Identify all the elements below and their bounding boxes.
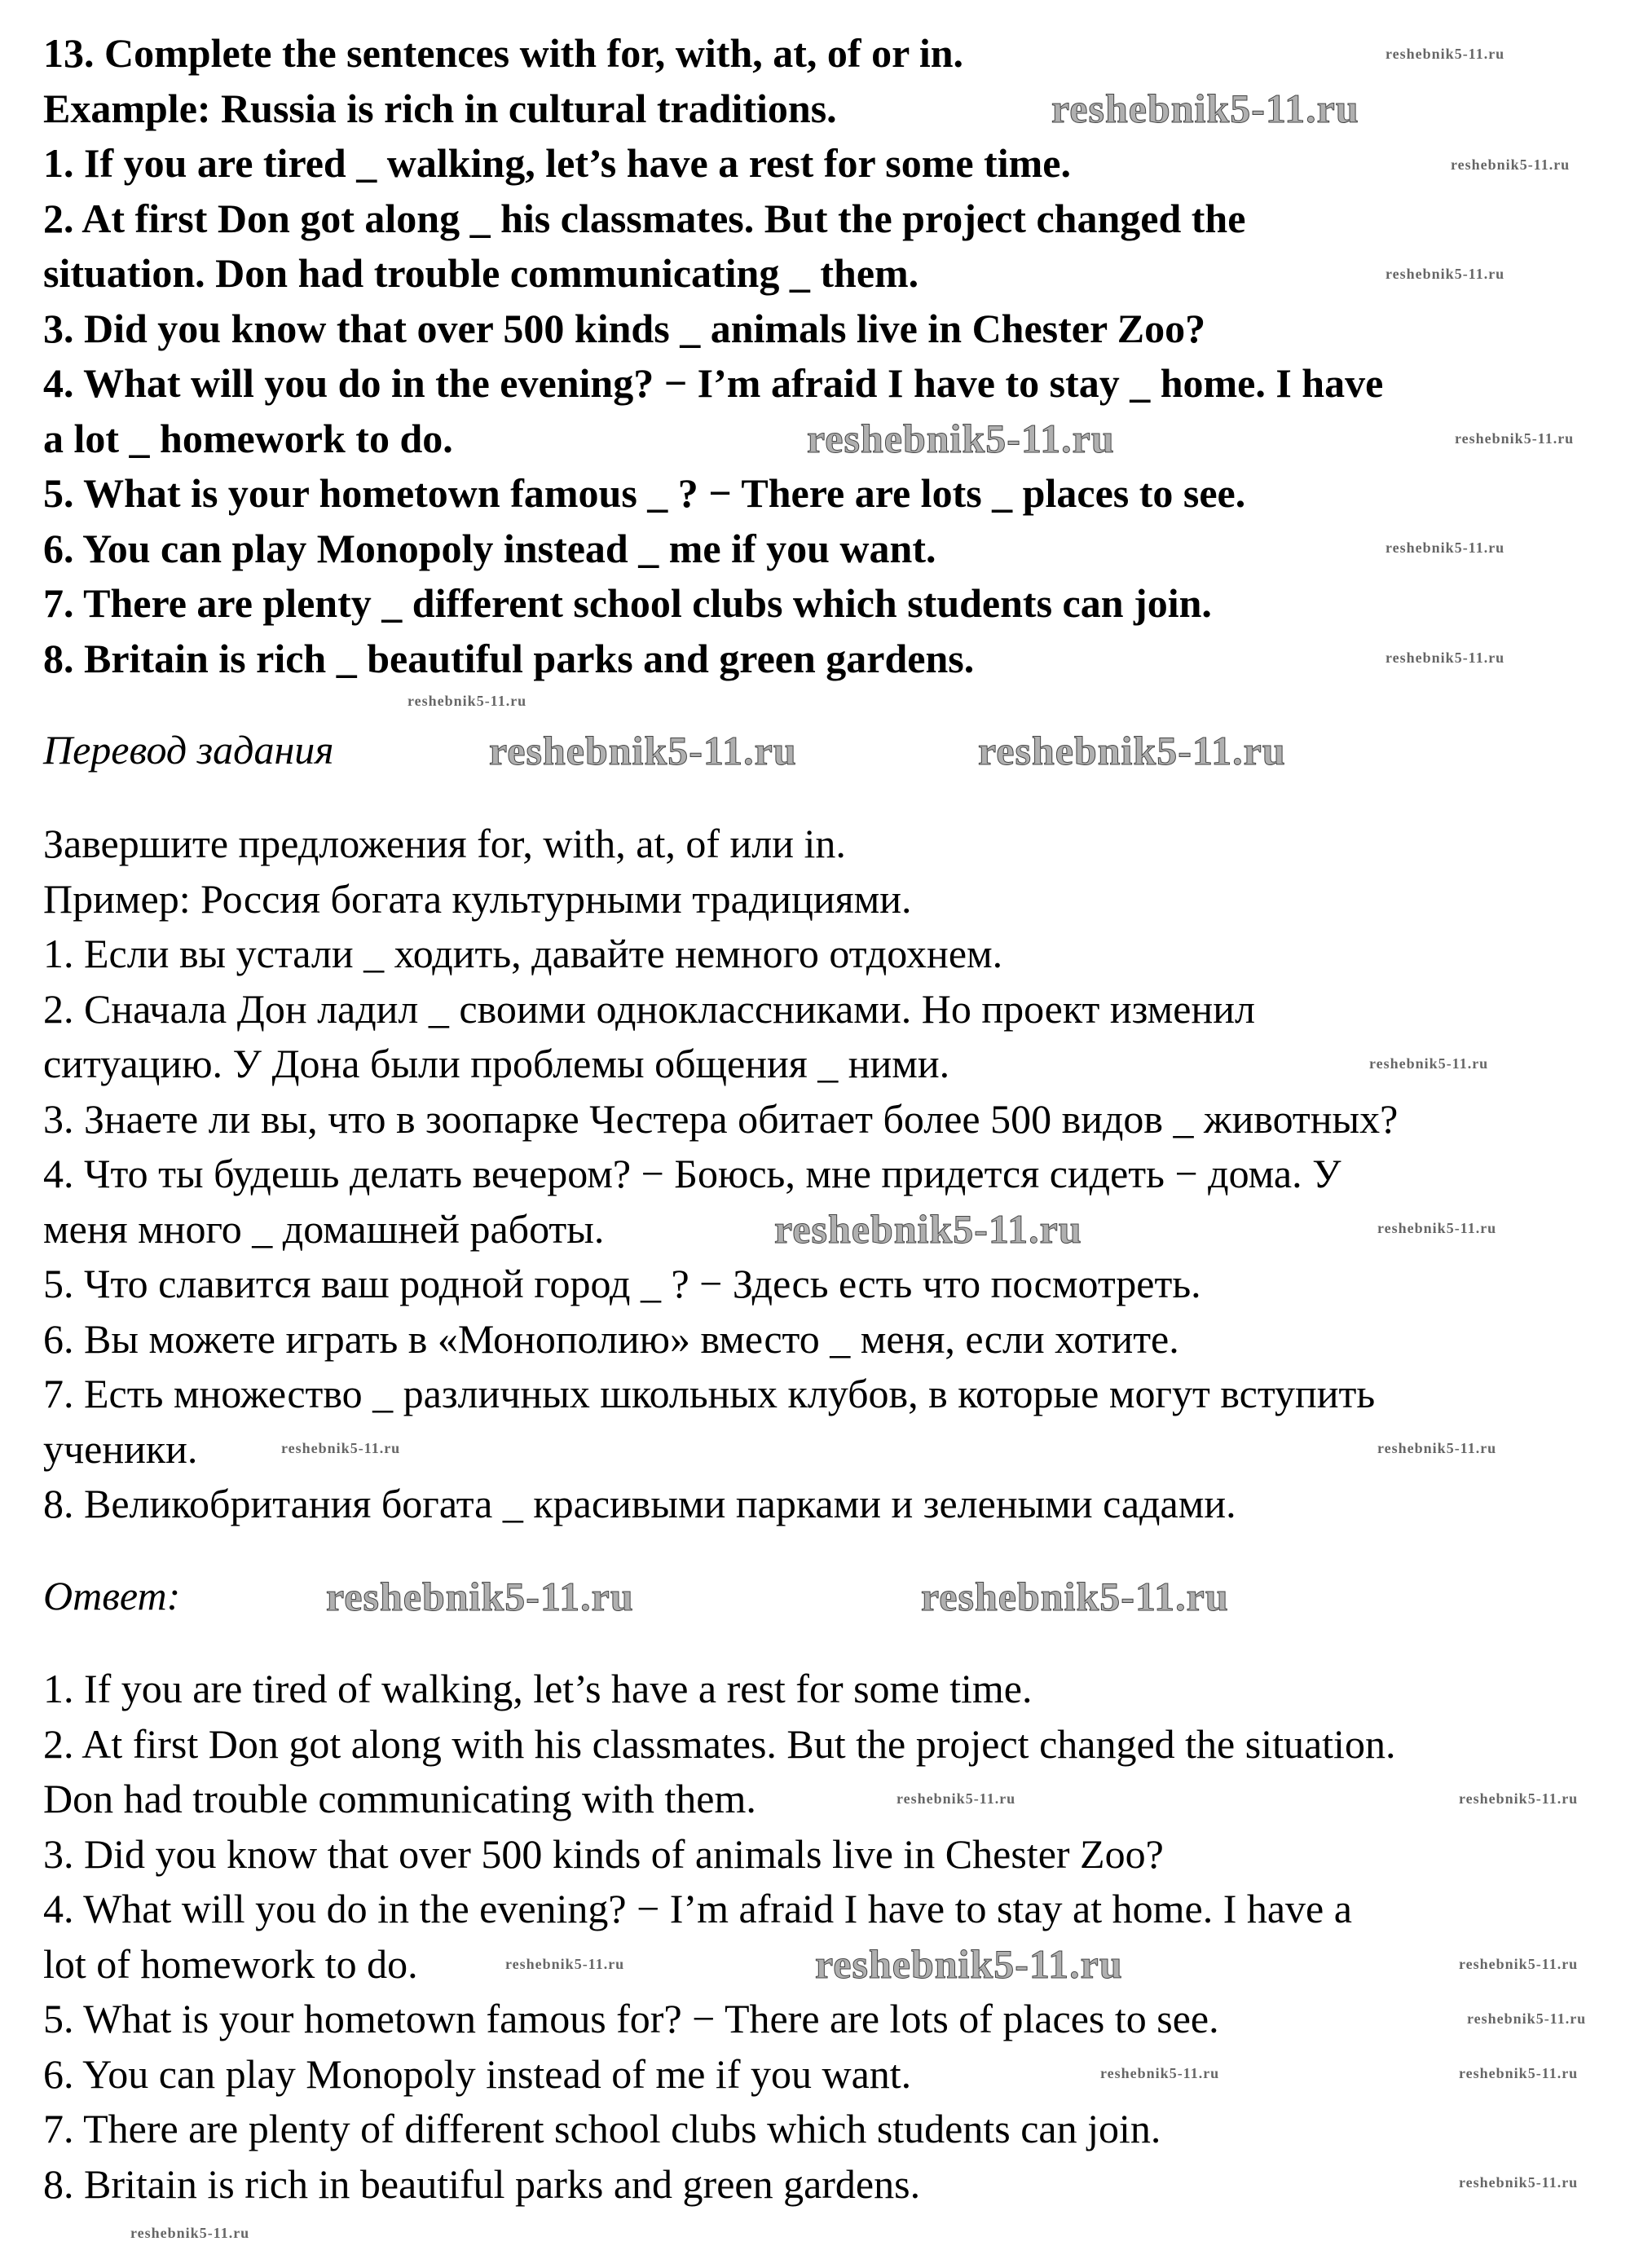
translation-line: ситуацию. У Дона были проблемы общения _ ними. xyxy=(43,1041,950,1086)
watermark: reshebnik5-11.ru xyxy=(1385,266,1505,282)
translation-line: 7. Есть множество _ различных школьных клубов, в которые могут вступить xyxy=(43,1371,1376,1416)
task-line: 4. What will you do in the evening? − I’m afraid I have to stay _ home. I have xyxy=(43,360,1384,406)
watermark: reshebnik5-11.ru xyxy=(1459,1790,1579,1807)
watermark: reshebnik5-11.ru xyxy=(281,1440,401,1456)
watermark: reshebnik5-11.ru xyxy=(1385,539,1505,556)
watermark: reshebnik5-11.ru xyxy=(921,1574,1229,1619)
watermark: reshebnik5-11.ru xyxy=(1385,650,1505,666)
translation-line: 2. Сначала Дон ладил _ своими одноклассниками. Но проект изменил xyxy=(43,985,1255,1032)
translation-line: 5. Что славится ваш родной город _ ? − Здесь есть что посмотреть. xyxy=(43,1261,1201,1306)
translation-line: 3. Знаете ли вы, что в зоопарке Честера обитает более 500 видов _ животных? xyxy=(43,1095,1399,1142)
task-line: 2. At first Don got along _ his classmates. But the project changed the xyxy=(43,195,1246,241)
answer-line: 3. Did you know that over 500 kinds of animals live in Chester Zoo? xyxy=(43,1830,1164,1877)
watermark: reshebnik5-11.ru xyxy=(489,728,797,773)
answer-line: 1. If you are tired of walking, let’s have a rest for some time. xyxy=(43,1666,1033,1711)
answer-line: lot of homework to do. xyxy=(43,1940,418,1987)
watermark: reshebnik5-11.ru xyxy=(1459,1956,1579,1972)
task-line: 8. Britain is rich _ beautiful parks and green gardens. xyxy=(43,635,975,681)
answer-heading: Ответ: xyxy=(43,1573,181,1618)
watermark: reshebnik5-11.ru xyxy=(774,1206,1082,1252)
watermark: reshebnik5-11.ru xyxy=(807,416,1115,461)
watermark: reshebnik5-11.ru xyxy=(1467,2010,1587,2027)
answer-line: Don had trouble communicating with them. xyxy=(43,1776,756,1821)
watermark: reshebnik5-11.ru xyxy=(896,1790,1016,1807)
task-line: 5. What is your hometown famous _ ? − There are lots _ places to see. xyxy=(43,470,1246,516)
translation-heading: Перевод задания xyxy=(43,727,334,773)
task-line: situation. Don had trouble communicating _ them. xyxy=(43,250,919,296)
watermark: reshebnik5-11.ru xyxy=(815,1941,1123,1987)
answer-line: 4. What will you do in the evening? − I’m afraid I have to stay at home. I have a xyxy=(43,1886,1352,1931)
translation-line: 4. Что ты будешь делать вечером? − Боюсь, мне придется сидеть − дома. У xyxy=(43,1151,1341,1196)
answer-line: 8. Britain is rich in beautiful parks and green gardens. xyxy=(43,2160,921,2207)
watermark: reshebnik5-11.ru xyxy=(978,728,1286,773)
translation-line: меня много _ домашней работы. xyxy=(43,1205,605,1252)
answer-section xyxy=(43,1662,1395,2212)
task-line: 3. Did you know that over 500 kinds _ animals live in Chester Zoo? xyxy=(43,305,1206,351)
translation-line: Завершите предложения for, with, at, of или in. xyxy=(43,821,846,866)
task-example: Example: Russia is rich in cultural traditions. xyxy=(43,85,837,131)
translation-line: ученики. xyxy=(43,1425,198,1472)
watermark: reshebnik5-11.ru xyxy=(1385,46,1505,62)
watermark: reshebnik5-11.ru xyxy=(1377,1440,1497,1456)
task-line: a lot _ homework to do. xyxy=(43,415,453,461)
watermark: reshebnik5-11.ru xyxy=(407,693,527,709)
watermark: reshebnik5-11.ru xyxy=(1100,2065,1220,2081)
watermark: reshebnik5-11.ru xyxy=(1459,2065,1579,2081)
translation-line: 6. Вы можете играть в «Монополию» вместо _ меня, если хотите. xyxy=(43,1315,1179,1362)
translation-line: 1. Если вы устали _ ходить, давайте немного отдохнем. xyxy=(43,931,1003,976)
answer-line: 6. You can play Monopoly instead of me if you want. xyxy=(43,2050,912,2097)
watermark: reshebnik5-11.ru xyxy=(1451,156,1571,173)
task-line: 1. If you are tired _ walking, let’s have a rest for some time. xyxy=(43,140,1071,186)
watermark: reshebnik5-11.ru xyxy=(326,1574,634,1619)
task-title: 13. Complete the sentences with for, with, at, of or in. xyxy=(43,30,964,76)
answer-line: 2. At first Don got along with his classmates. But the project changed the situation. xyxy=(43,1720,1396,1767)
watermark: reshebnik5-11.ru xyxy=(1459,2174,1579,2191)
watermark: reshebnik5-11.ru xyxy=(1377,1220,1497,1236)
watermark: reshebnik5-11.ru xyxy=(1369,1055,1489,1072)
task-line: 7. There are plenty _ different school clubs which students can join. xyxy=(43,580,1212,626)
watermark: reshebnik5-11.ru xyxy=(505,1956,625,1972)
translation-line: Пример: Россия богата культурными традициями. xyxy=(43,875,912,922)
watermark: reshebnik5-11.ru xyxy=(130,2225,250,2241)
answer-line: 7. There are plenty of different school clubs which students can join. xyxy=(43,2106,1161,2151)
translation-line: 8. Великобритания богата _ красивыми парками и зелеными садами. xyxy=(43,1481,1236,1526)
watermark: reshebnik5-11.ru xyxy=(1051,86,1359,131)
watermark: reshebnik5-11.ru xyxy=(1455,430,1575,447)
translation-section xyxy=(43,817,1398,1532)
task-line: 6. You can play Monopoly instead _ me if you want. xyxy=(43,525,936,571)
answer-line: 5. What is your hometown famous for? − There are lots of places to see. xyxy=(43,1996,1219,2041)
